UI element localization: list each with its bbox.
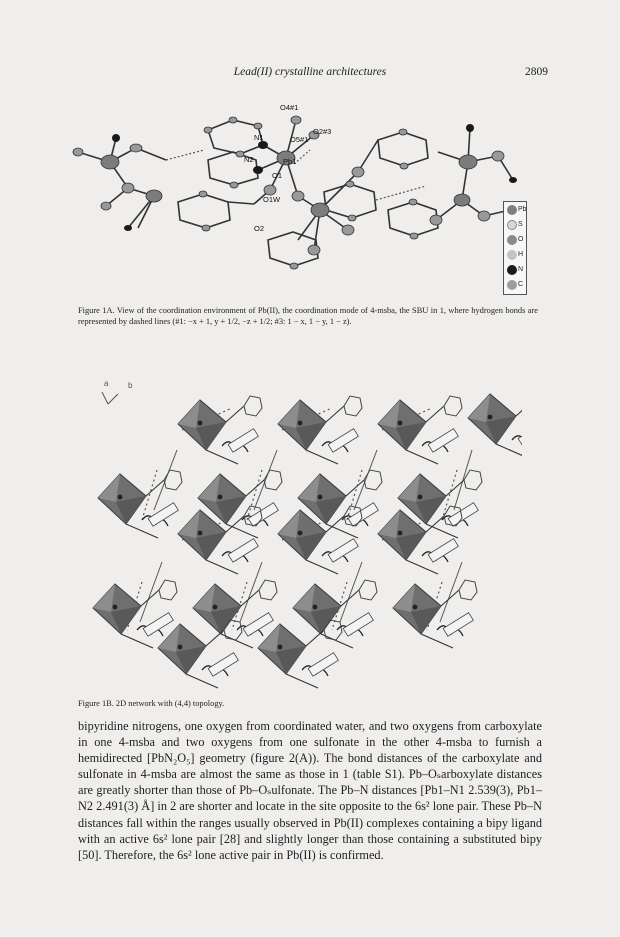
- axis-label-a: a: [104, 379, 109, 388]
- axis-label-b: b: [128, 381, 133, 390]
- legend-label: C: [518, 281, 524, 288]
- legend-swatch: [507, 250, 517, 260]
- legend-entry: [506, 279, 526, 292]
- atom-label: O1: [272, 171, 283, 180]
- atom-label: O2: [254, 224, 265, 233]
- figure-1a-caption: Figure 1A. View of the coordination environment of Pb(II), the coordination mode of 4-msba, the SBU in 1, where hydrogen bonds are represented by dashed lines (#1: −x + 1, y + 1/2, −z + 1/2; #3: 1 − x, 1 − y, 1 − z).: [78, 306, 538, 326]
- running-head: [0, 66, 620, 82]
- page-number: 2809: [525, 66, 548, 78]
- atom-label: N1: [254, 133, 264, 142]
- legend-label: O: [518, 236, 524, 243]
- legend-label: S: [518, 221, 523, 228]
- legend-entry: [506, 219, 526, 232]
- legend-swatch: [507, 205, 517, 215]
- atom-label: Pb1: [283, 157, 297, 166]
- atom-legend: [503, 201, 527, 295]
- legend-swatch: [507, 280, 517, 290]
- legend-entry: [506, 249, 526, 262]
- atom-label: O2#3: [313, 127, 332, 136]
- legend-label: H: [518, 251, 524, 258]
- figure-1b-caption: Figure 1B. 2D network with (4,4) topology.: [78, 699, 225, 708]
- legend-entry: [506, 234, 526, 247]
- legend-label: N: [518, 266, 524, 273]
- body-paragraph: bipyridine nitrogens, one oxygen from coordinated water, and two oxygens from carboxylate in one 4-msba and two oxygens from one sulfonate in the other 4-msba to furnish a hemidirected [PbN₂O₅] geometry (figure 2(A)). The bond distances of the carboxylate and sulfonate in 4-msba are almost the same as those in 1 (table S1). Pb–Oₛarboxylate distances are greatly shorter than those of Pb–Oₛulfonate. The Pb–N distances [Pb1–N1 2.539(3), Pb1–N2 2.491(3) Å] in 2 are shorter and locate in the site opposite to the 6s² lone pair. These Pb–N distances fall within the ranges usually observed in Pb(II) complexes containing a bipy ligand with an active 6s² lone pair [28] and slightly longer than those containing a substituted bipy [50]. Therefore, the 6s² lone active pair in Pb(II) is confirmed.: [78, 719, 542, 862]
- figure-1a-coordination-view: [58, 90, 528, 295]
- atom-label: N2: [244, 155, 254, 164]
- atom-label: O5#1: [290, 135, 309, 144]
- legend-swatch: [507, 265, 517, 275]
- legend-swatch: [507, 220, 517, 230]
- legend-entry: [506, 264, 526, 277]
- legend-entry: [506, 204, 526, 217]
- running-title: Lead(II) crystalline architectures: [233, 66, 387, 78]
- atom-label: O1W: [263, 195, 281, 204]
- legend-swatch: [507, 235, 517, 245]
- legend-label: Pb: [518, 206, 527, 213]
- atom-label: O4#1: [280, 103, 299, 112]
- body-text: [78, 718, 542, 863]
- figure-1b-network: [62, 370, 522, 690]
